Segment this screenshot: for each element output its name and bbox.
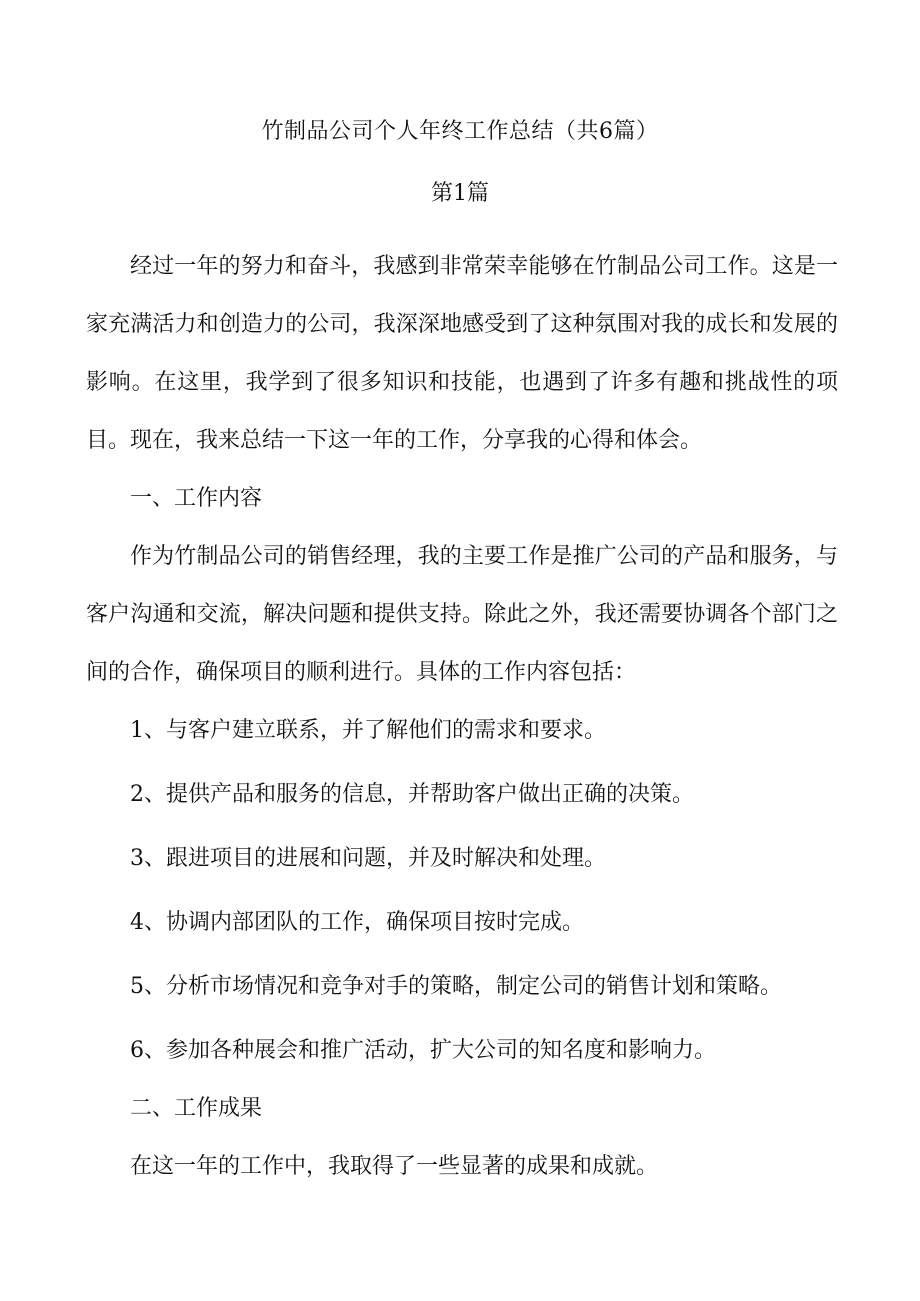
document-title: 竹制品公司个人年终工作总结（共6篇） bbox=[261, 119, 659, 144]
work-paragraph: 作为竹制品公司的销售经理，我的主要工作是推广公司的产品和服务，与客户沟通和交流，解决问题和提供支持。除此之外，我还需要协调各个部门之间的合作，确保项目的顺利进行。具体的工作内容包括： bbox=[86, 544, 838, 685]
list-item: 3、跟进项目的进展和问题，并及时解决和处理。 bbox=[130, 846, 606, 871]
document-body bbox=[86, 238, 838, 1196]
list-item: 1、与客户建立联系，并了解他们的需求和要求。 bbox=[130, 718, 606, 743]
section-label: 第1篇 bbox=[431, 181, 489, 206]
intro-paragraph: 经过一年的努力和奋斗，我感到非常荣幸能够在竹制品公司工作。这是一家充满活力和创造力的公司，我深深地感受到了这种氛围对我的成长和发展的影响。在这里，我学到了很多知识和技能，也遇到了许多有趣和挑战性的项目。现在，我来总结一下这一年的工作，分享我的心得和体会。 bbox=[86, 254, 838, 453]
list-item: 6、参加各种展会和推广活动，扩大公司的知名度和影响力。 bbox=[130, 1038, 716, 1063]
list-item: 4、协调内部团队的工作，确保项目按时完成。 bbox=[130, 910, 584, 935]
heading-work-content: 一、工作内容 bbox=[130, 486, 263, 511]
list-item: 5、分析市场情况和竞争对手的策略，制定公司的销售计划和策略。 bbox=[130, 974, 782, 999]
heading-work-results: 二、工作成果 bbox=[130, 1096, 263, 1121]
results-paragraph: 在这一年的工作中，我取得了一些显著的成果和成就。 bbox=[130, 1154, 659, 1179]
list-item: 2、提供产品和服务的信息，并帮助客户做出正确的决策。 bbox=[130, 782, 694, 807]
